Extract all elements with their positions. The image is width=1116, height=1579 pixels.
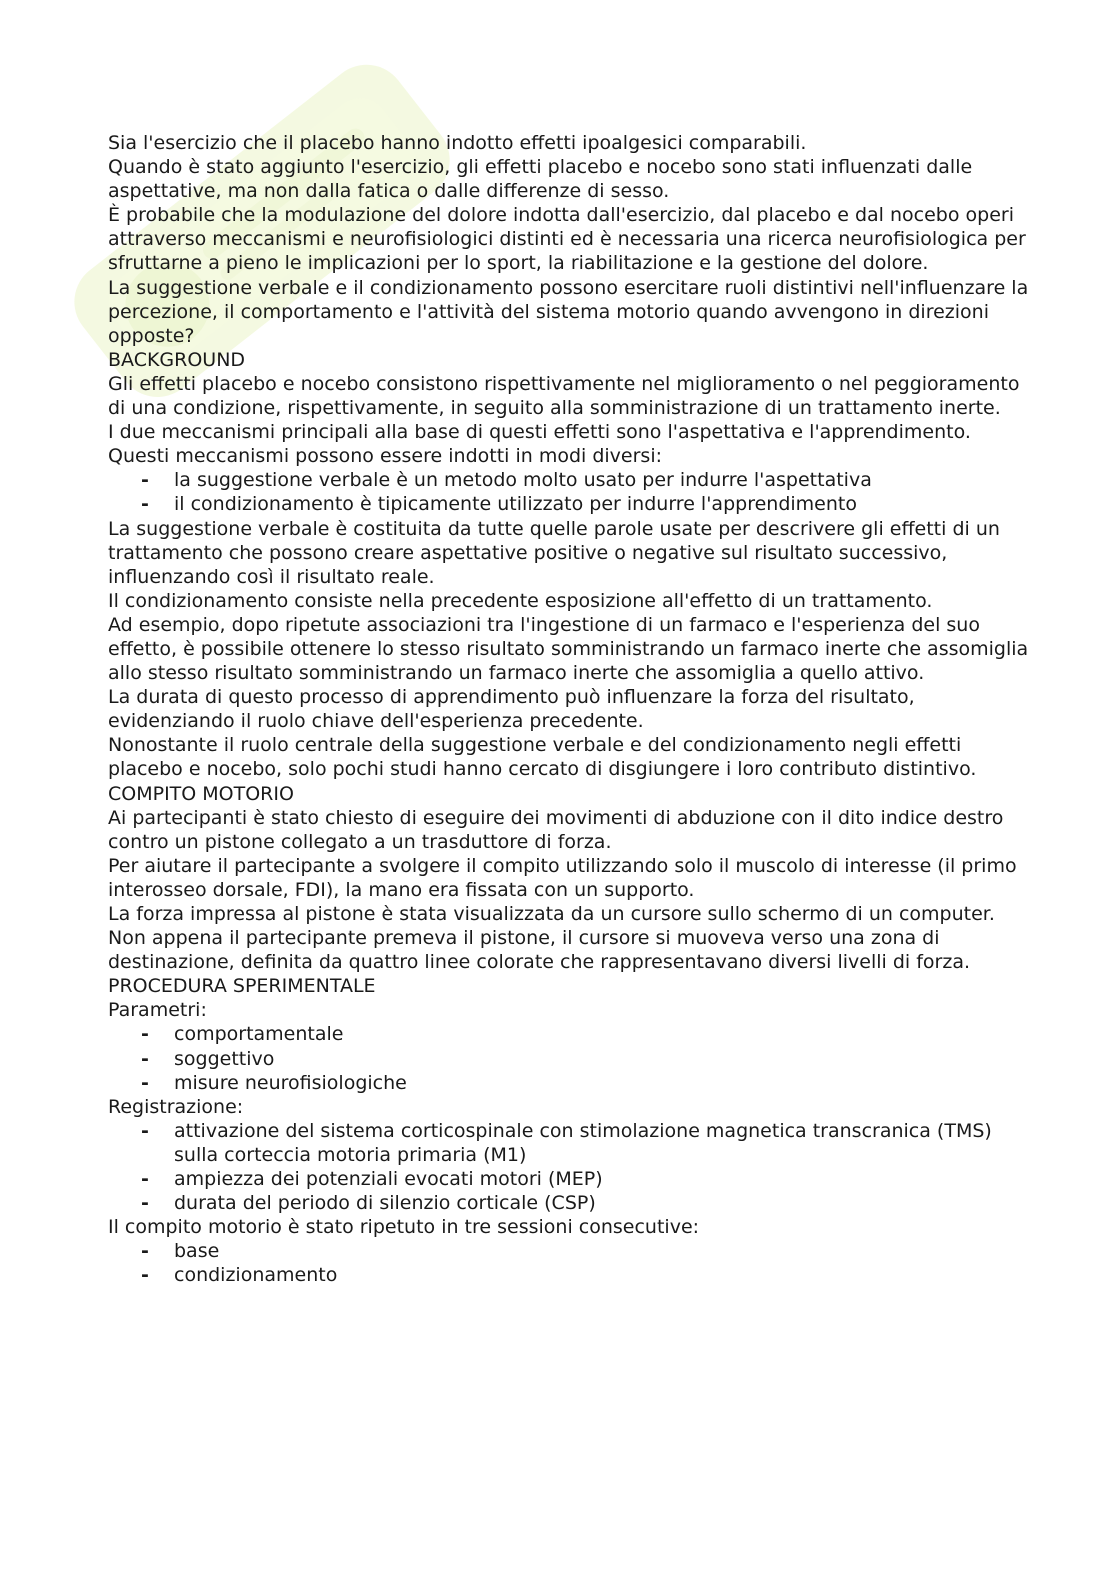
bullet-dash: - [141, 1192, 149, 1215]
list-item-text: misure neurofisiologiche [174, 1071, 407, 1094]
bullet-dash: - [141, 1071, 149, 1094]
list-item-text: ampiezza dei potenziali evocati motori (MEP) [174, 1168, 603, 1191]
list-item [108, 1022, 1038, 1046]
paragraph: La suggestione verbale e il condizionamento possono esercitare ruoli distintivi nell'influenzare la percezione, il comportamento e l'attività del sistema motorio quando avvengono in direzioni opposte? [108, 276, 1029, 347]
paragraph: Questi meccanismi possono essere indotti in modi diversi: [108, 445, 663, 468]
list-item-text: comportamentale [174, 1023, 344, 1046]
paragraph: Per aiutare il partecipante a svolgere il compito utilizzando solo il muscolo di interesse (il primo interosseo dorsale, FDI), la mano era fissata con un supporto. [108, 854, 1017, 901]
list-item [108, 468, 1038, 492]
paragraph: Quando è stato aggiunto l'esercizio, gli effetti placebo e nocebo sono stati influenzati dalle aspettative, ma non dalla fatica o dalle differenze di sesso. [108, 156, 973, 203]
list-item [108, 1119, 1038, 1167]
paragraph: I due meccanismi principali alla base di questi effetti sono l'aspettativa e l'apprendimento. [108, 421, 971, 444]
list-item-text: condizionamento [174, 1264, 338, 1287]
bullet-dash: - [141, 1168, 149, 1191]
list-item [108, 1263, 1038, 1287]
paragraph: Registrazione: [108, 1095, 244, 1118]
paragraph: La suggestione verbale è costituita da tutte quelle parole usate per descrivere gli effetti di un trattamento che possono creare aspettative positive o negative sul risultato successivo, influenzando così il risultato reale. [108, 517, 1000, 588]
paragraph: Sia l'esercizio che il placebo hanno indotto effetti ipoalgesici comparabili. [108, 132, 807, 154]
list-item [108, 1167, 1038, 1191]
bullet-list [108, 1119, 1038, 1215]
paragraph: La durata di questo processo di apprendimento può influenzare la forza del risultato, evidenziando il ruolo chiave dell'esperienza precedente. [108, 686, 915, 733]
paragraph: Il compito motorio è stato ripetuto in tre sessioni consecutive: [108, 1216, 700, 1239]
bullet-dash: - [141, 469, 149, 492]
bullet-dash: - [141, 1119, 149, 1142]
paragraph: Nonostante il ruolo centrale della suggestione verbale e del condizionamento negli effetti placebo e nocebo, solo pochi studi hanno cercato di disgiungere i loro contributo distintivo. [108, 734, 977, 781]
section-heading-procedura: PROCEDURA SPERIMENTALE [108, 975, 376, 998]
paragraph: È probabile che la modulazione del dolore indotta dall'esercizio, dal placebo e dal nocebo operi attraverso meccanismi e neurofisiologici distinti ed è necessaria una ricerca neurofisiologica per sfruttarne a pieno le implicazioni per lo sport, la riabilitazione e la gestione del dolore. [108, 204, 1026, 275]
paragraph: Ad esempio, dopo ripetute associazioni tra l'ingestione di un farmaco e l'esperienza del suo effetto, è possibile ottenere lo stesso risultato somministrando un farmaco inerte che assomiglia allo stesso risultato somministrando un farmaco inerte che assomiglia a quello attivo. [108, 613, 1029, 685]
section-heading-compito-motorio: COMPITO MOTORIO [108, 782, 294, 805]
list-item-text: base [174, 1240, 220, 1263]
document-body [108, 131, 1038, 1288]
list-item [108, 492, 1038, 516]
paragraph: Non appena il partecipante premeva il pistone, il cursore si muoveva verso una zona di destinazione, definita da quattro linee colorate che rappresentavano diversi livelli di forza. [108, 927, 971, 974]
list-item-text: attivazione del sistema corticospinale con stimolazione magnetica transcranica (TMS) sulla corteccia motoria primaria (M1) [174, 1119, 992, 1166]
list-item [108, 1071, 1038, 1095]
list-item-text: soggettivo [174, 1047, 275, 1070]
bullet-dash: - [141, 1023, 149, 1046]
list-item-text: durata del periodo di silenzio corticale (CSP) [174, 1192, 596, 1215]
section-heading-background: BACKGROUND [108, 348, 246, 371]
bullet-list [108, 1239, 1038, 1287]
bullet-list [108, 468, 1038, 516]
list-item-text: la suggestione verbale è un metodo molto usato per indurre l'aspettativa [174, 469, 872, 492]
bullet-dash: - [141, 493, 149, 516]
paragraph: La forza impressa al pistone è stata visualizzata da un cursore sullo schermo di un computer. [108, 903, 995, 925]
list-item [108, 1047, 1038, 1071]
paragraph: Il condizionamento consiste nella precedente esposizione all'effetto di un trattamento. [108, 589, 933, 612]
list-item [108, 1239, 1038, 1263]
list-item-text: il condizionamento è tipicamente utilizzato per indurre l'apprendimento [174, 493, 857, 516]
bullet-list [108, 1022, 1038, 1094]
paragraph: Gli effetti placebo e nocebo consistono rispettivamente nel miglioramento o nel peggioramento di una condizione, rispettivamente, in seguito alla somministrazione di un trattamento inerte. [108, 372, 1020, 420]
list-item [108, 1191, 1038, 1215]
paragraph: Ai partecipanti è stato chiesto di eseguire dei movimenti di abduzione con il dito indice destro contro un pistone collegato a un trasduttore di forza. [108, 806, 1004, 853]
bullet-dash: - [141, 1047, 149, 1070]
bullet-dash: - [141, 1264, 149, 1287]
bullet-dash: - [141, 1240, 149, 1263]
paragraph: Parametri: [108, 999, 207, 1022]
